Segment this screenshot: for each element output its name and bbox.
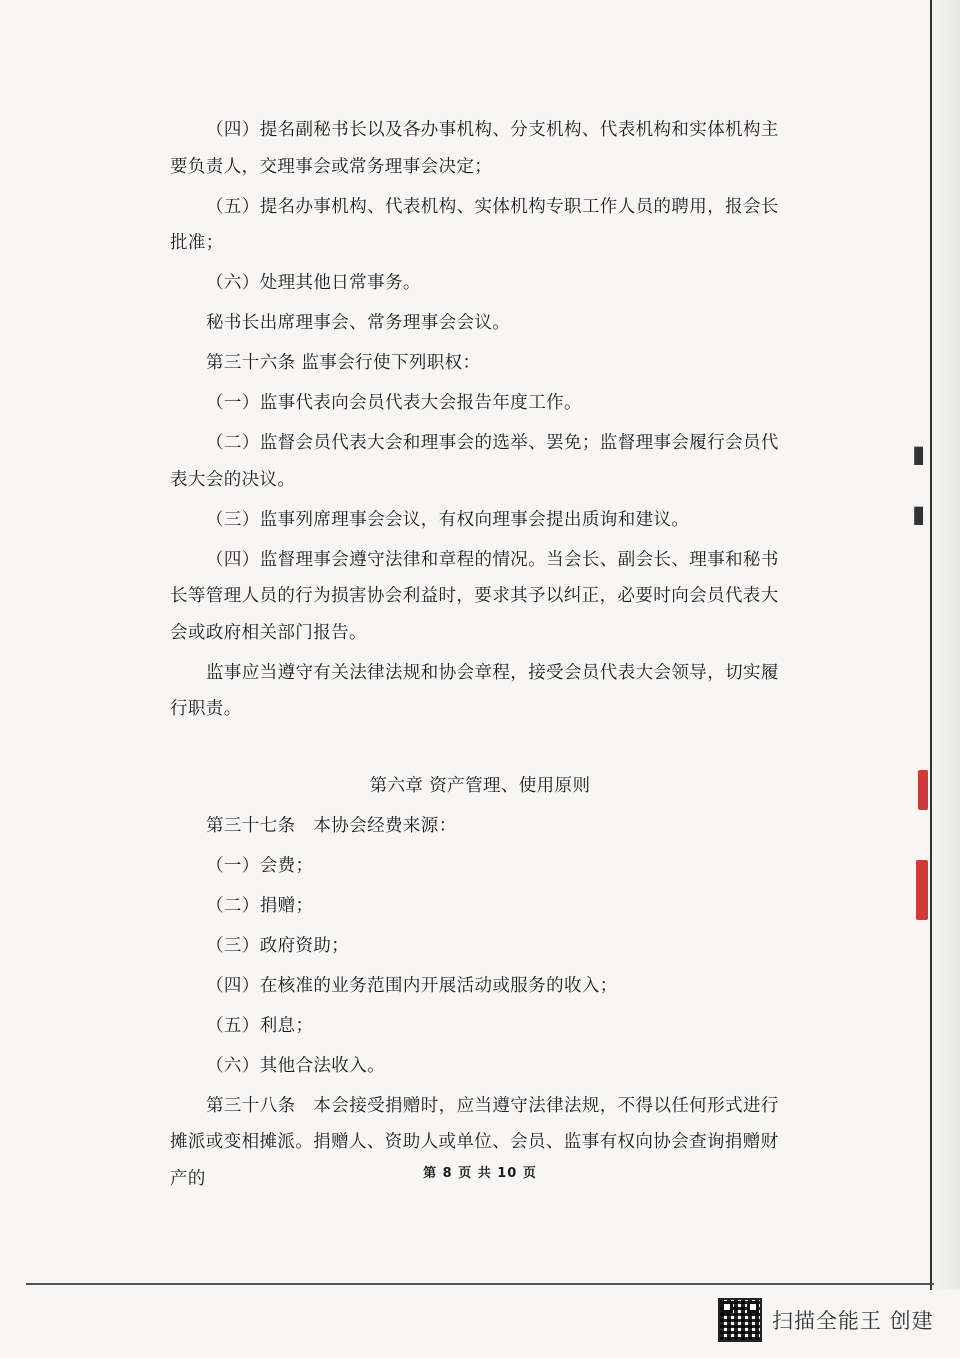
paragraph: （四）监督理事会遵守法律和章程的情况。当会长、副会长、理事和秘书长等管理人员的行为损害协会利益时，要求其予以纠正，必要时向会员代表大会或政府相关部门报告。 bbox=[170, 549, 779, 643]
page-edge-line bbox=[930, 0, 932, 1290]
bleed-mark: ▮ bbox=[912, 440, 926, 468]
list-item: （一）会费； bbox=[206, 855, 314, 876]
scan-border-line bbox=[26, 1283, 934, 1285]
watermark-text: 扫描全能王 创建 bbox=[772, 1309, 934, 1333]
article-heading: 第三十六条 监事会行使下列职权： bbox=[206, 353, 481, 374]
list-item: （二）捐赠； bbox=[206, 895, 314, 916]
chapter-title: 第六章 资产管理、使用原则 bbox=[369, 776, 591, 797]
paragraph: （六）处理其他日常事务。 bbox=[206, 273, 421, 294]
adjacent-page-edge bbox=[928, 0, 960, 1290]
list-item: （四）在核准的业务范围内开展活动或服务的收入； bbox=[206, 975, 618, 996]
bleed-mark: ▮ bbox=[912, 500, 926, 528]
page-number: 第 8 页 共 10 页 bbox=[423, 1166, 537, 1181]
paragraph: 监事应当遵守有关法律法规和协会章程，接受会员代表大会领导，切实履行职责。 bbox=[170, 662, 779, 720]
paragraph: 秘书长出席理事会、常务理事会会议。 bbox=[206, 313, 511, 334]
paragraph: （四）提名副秘书长以及各办事机构、分支机构、代表机构和实体机构主要负责人，交理事会或常务理事会决定； bbox=[170, 120, 779, 177]
list-item: （五）利息； bbox=[206, 1015, 314, 1036]
list-item: （三）政府资助； bbox=[206, 935, 350, 956]
stamp-edge bbox=[916, 860, 928, 920]
scanner-watermark bbox=[718, 1296, 934, 1344]
paragraph: （五）提名办事机构、代表机构、实体机构专职工作人员的聘用，报会长批准； bbox=[170, 196, 779, 254]
list-item: （六）其他合法收入。 bbox=[206, 1055, 385, 1076]
paragraph: （二）监督会员代表大会和理事会的选举、罢免；监督理事会履行会员代表大会的决议。 bbox=[170, 433, 779, 490]
qr-code-icon bbox=[718, 1298, 762, 1342]
stamp-edge bbox=[918, 770, 928, 810]
paragraph: （三）监事列席理事会会议，有权向理事会提出质询和建议。 bbox=[206, 509, 690, 530]
article-paragraph: 第三十八条 本会接受捐赠时，应当遵守法律法规，不得以任何形式进行摊派或变相摊派。捐赠人、资助人或单位、会员、监事有权向协会查询捐赠财产的 bbox=[170, 1095, 779, 1189]
article-heading: 第三十七条 本协会经费来源： bbox=[206, 815, 457, 836]
body-text bbox=[170, 112, 790, 1201]
paragraph: （一）监事代表向会员代表大会报告年度工作。 bbox=[206, 393, 582, 414]
